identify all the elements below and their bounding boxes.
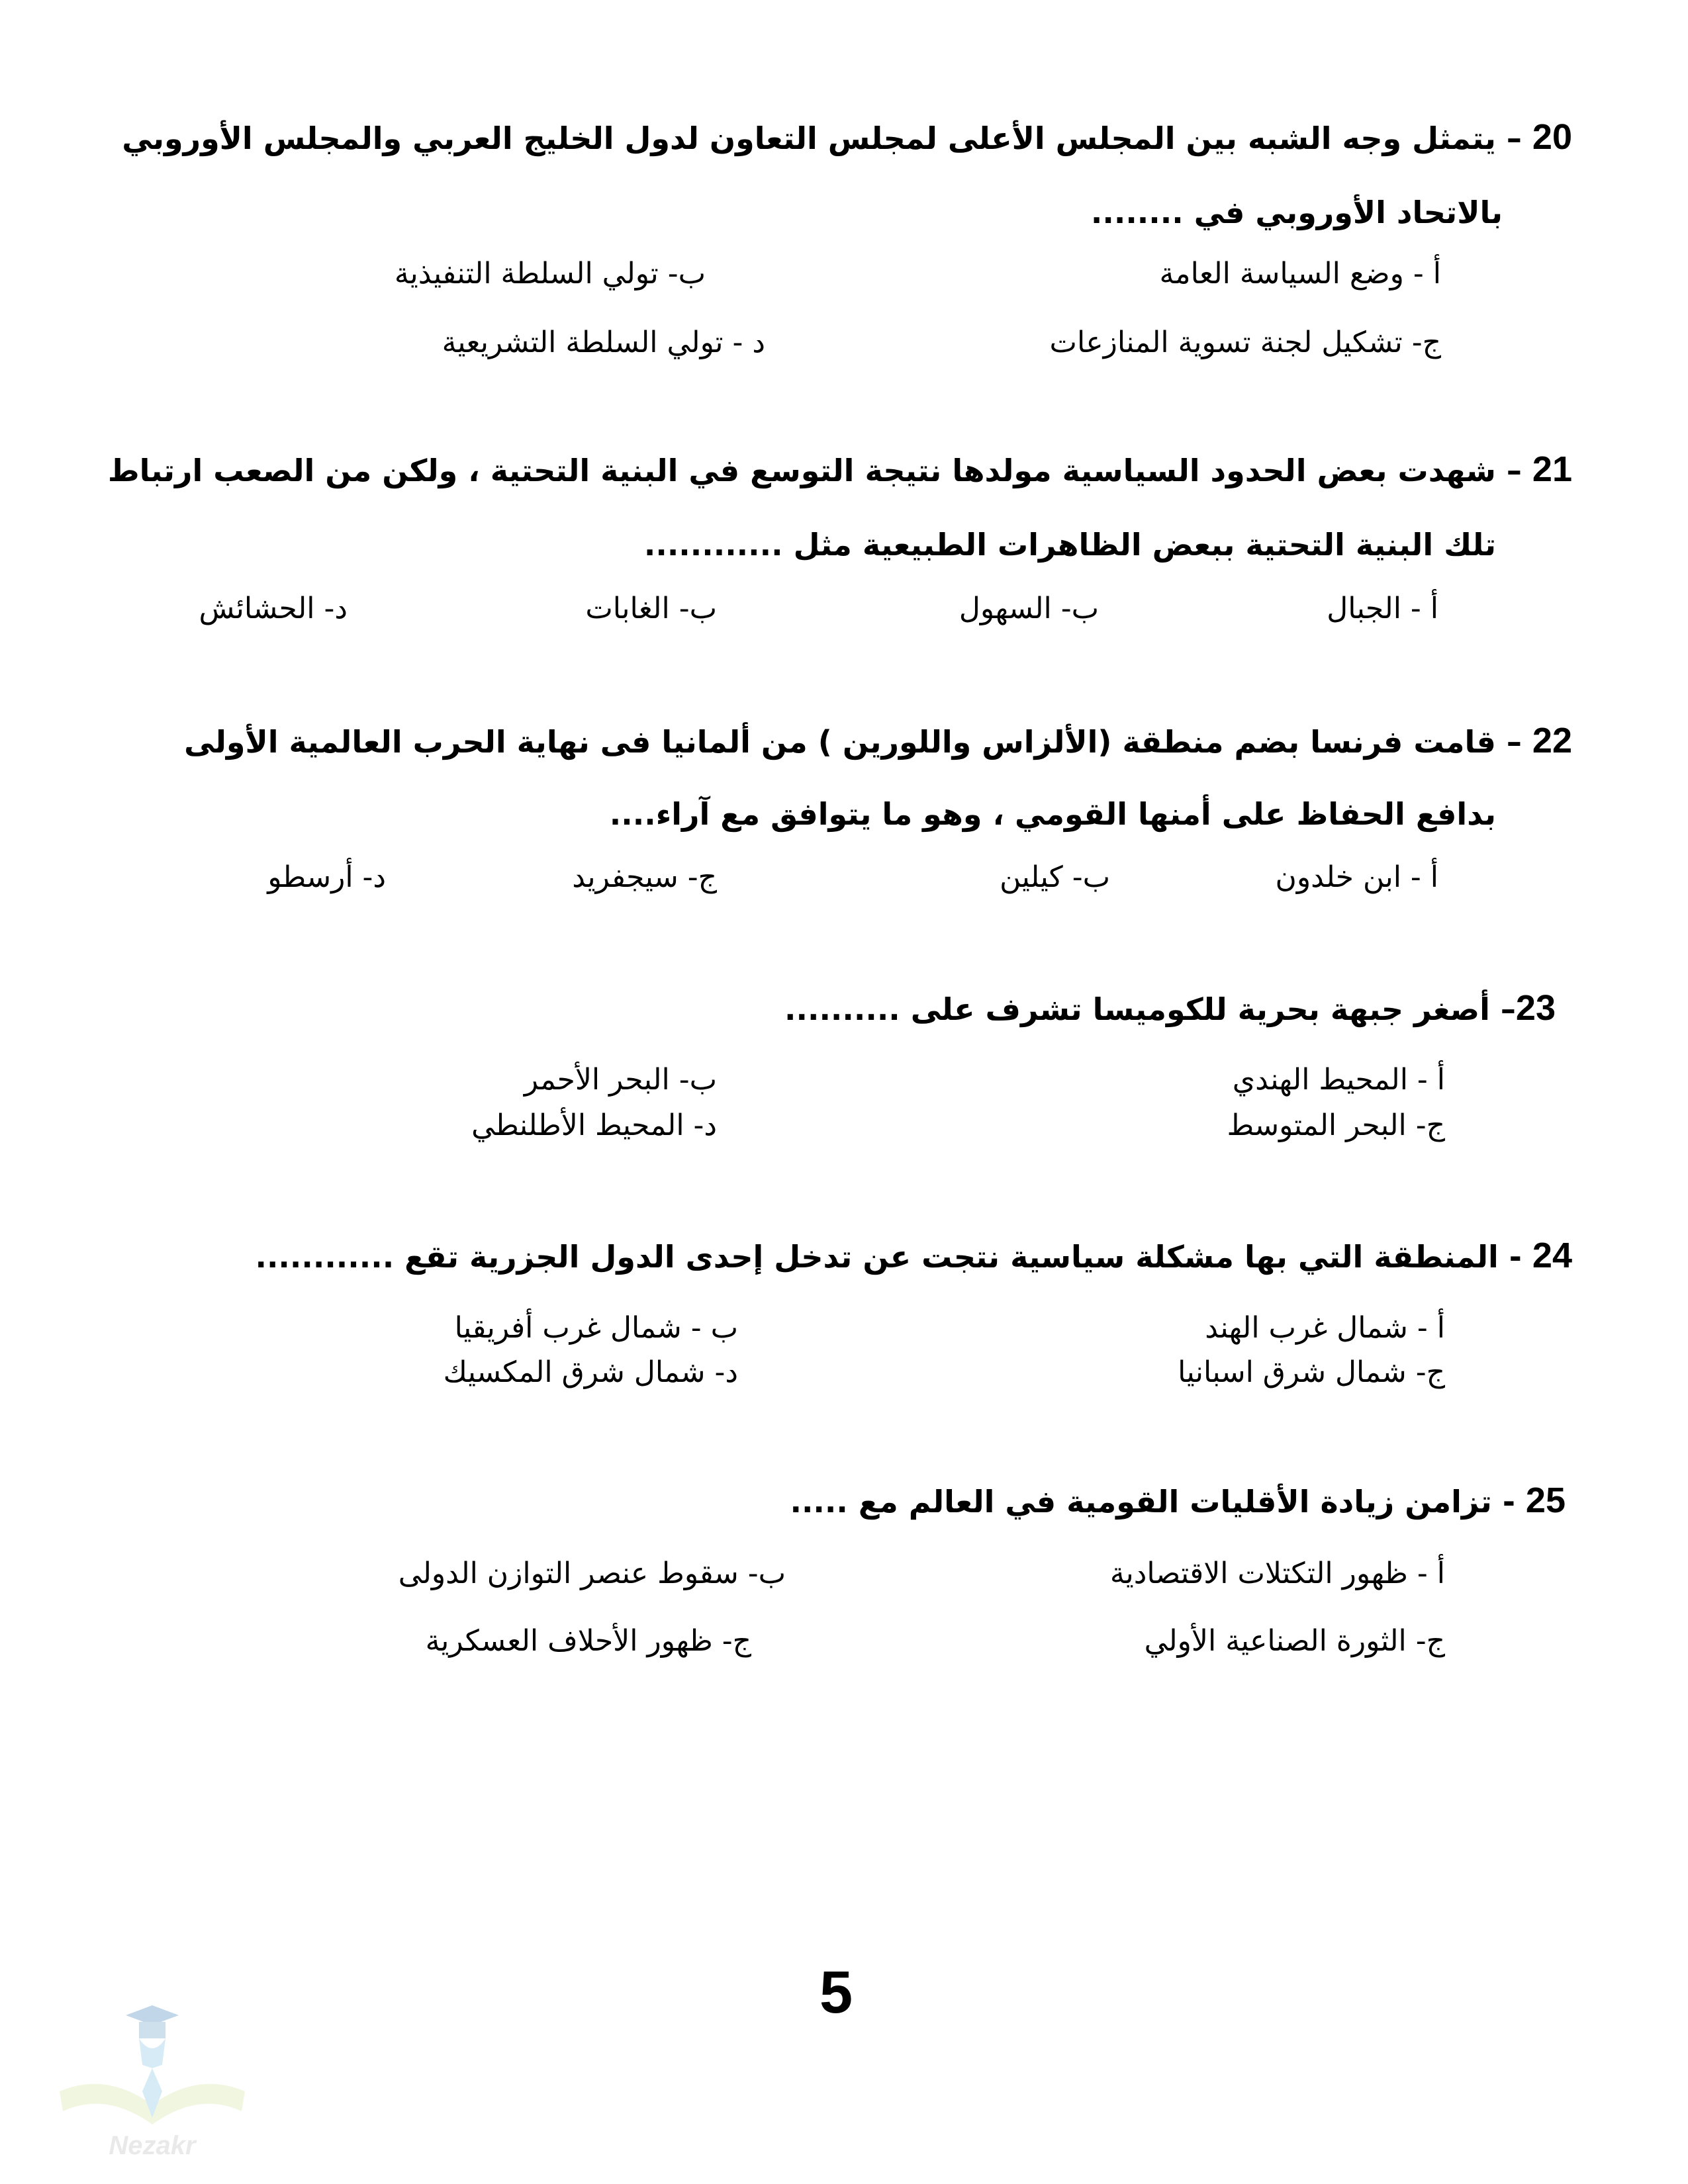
question-22-line-1: 22 – قامت فرنسا بضم منطقة (الألزاس واللورين ) من ألمانيا فى نهاية الحرب العالمية الأولى bbox=[184, 721, 1572, 760]
question-20-line-1: 20 – يتمثل وجه الشبه بين المجلس الأعلى لمجلس التعاون لدول الخليج العربي والمجلس الأوروبي bbox=[122, 117, 1572, 157]
question-25-option-d[interactable]: ج- ظهور الأحلاف العسكرية bbox=[425, 1624, 751, 1658]
question-20-line-2: بالاتحاد الأوروبي في ........ bbox=[1090, 195, 1503, 230]
question-25-line-1: 25 - تزامن زيادة الأقليات القومية في العالم مع ..... bbox=[790, 1480, 1566, 1520]
question-24-option-d[interactable]: د- شمال شرق المكسيك bbox=[443, 1355, 738, 1389]
question-21-option-a[interactable]: أ - الجبال bbox=[1327, 592, 1438, 625]
page-number: 5 bbox=[820, 1960, 853, 2026]
question-24-option-a[interactable]: أ - شمال غرب الهند bbox=[1205, 1311, 1445, 1345]
question-23-line-1: 23– أصغر جبهة بحرية للكوميسا تشرف على .......... bbox=[784, 988, 1556, 1028]
question-22-option-a[interactable]: أ - ابن خلدون bbox=[1275, 860, 1438, 894]
question-25-option-b[interactable]: ب- سقوط عنصر التوازن الدولى bbox=[398, 1557, 786, 1590]
question-23-option-c[interactable]: ج- البحر المتوسط bbox=[1227, 1109, 1445, 1142]
svg-text:Nezakr: Nezakr bbox=[109, 2131, 196, 2160]
question-20-option-a[interactable]: أ - وضع السياسة العامة bbox=[1159, 257, 1441, 291]
question-24-option-b[interactable]: ب - شمال غرب أفريقيا bbox=[454, 1311, 738, 1345]
question-25-option-c[interactable]: ج- الثورة الصناعية الأولي bbox=[1144, 1624, 1445, 1658]
question-21-line-2: تلك البنية التحتية ببعض الظاهرات الطبيعية مثل ............ bbox=[643, 527, 1496, 563]
question-21-option-c[interactable]: ب- الغابات bbox=[585, 592, 717, 625]
question-24-option-c[interactable]: ج- شمال شرق اسبانيا bbox=[1178, 1355, 1445, 1389]
question-21-option-b[interactable]: ب- السهول bbox=[959, 592, 1099, 625]
question-25-option-a[interactable]: أ - ظهور التكتلات الاقتصادية bbox=[1109, 1557, 1445, 1590]
question-20-option-c[interactable]: ج- تشكيل لجنة تسوية المنازعات bbox=[1049, 326, 1441, 359]
question-23-option-a[interactable]: أ - المحيط الهندي bbox=[1232, 1063, 1445, 1097]
nezakr-watermark-logo bbox=[53, 1992, 252, 2164]
question-21-line-1: 21 – شهدت بعض الحدود السياسية مولدها نتيجة التوسع في البنية التحتية ، ولكن من الصعب ارتباط bbox=[107, 449, 1572, 489]
question-20-option-d[interactable]: د - تولي السلطة التشريعية bbox=[442, 326, 765, 359]
question-20-option-b[interactable]: ب- تولي السلطة التنفيذية bbox=[394, 257, 706, 291]
question-23-option-b[interactable]: ب- البحر الأحمر bbox=[524, 1063, 717, 1097]
question-23-option-d[interactable]: د- المحيط الأطلنطي bbox=[471, 1109, 717, 1142]
question-21-option-d[interactable]: د- الحشائش bbox=[199, 592, 348, 625]
question-22-option-c[interactable]: ج- سيجفريد bbox=[572, 860, 717, 894]
question-24-line-1: 24 - المنطقة التي بها مشكلة سياسية نتجت عن تدخل إحدى الدول الجزرية تقع ............ bbox=[255, 1236, 1572, 1275]
question-22-option-d[interactable]: د- أرسطو bbox=[267, 860, 386, 894]
question-22-option-b[interactable]: ب- كيلين bbox=[1000, 860, 1110, 894]
question-22-line-2: بدافع الحفاظ على أمنها القومي ، وهو ما يتوافق مع آراء.... bbox=[609, 796, 1496, 832]
